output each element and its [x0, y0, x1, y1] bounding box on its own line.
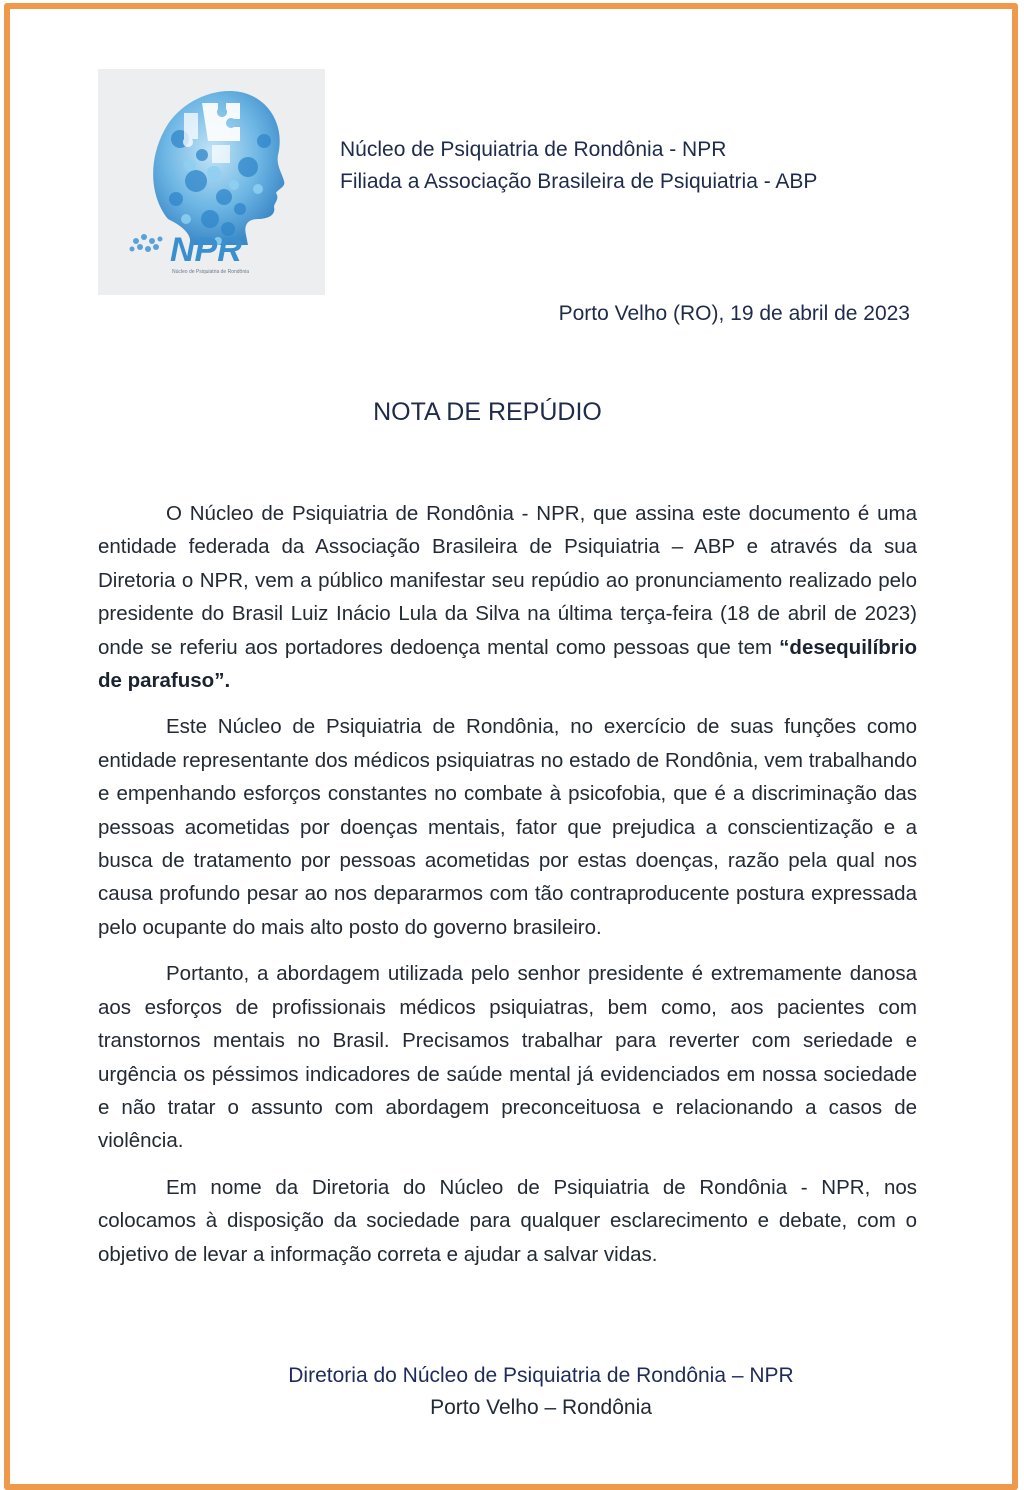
paragraph-4: Em nome da Diretoria do Núcleo de Psiquiatria de Rondônia - NPR, nos colocamos à disposição da sociedade para qualquer esclarecimento e debate, com o objetivo de levar a informação correta e ajudar a salvar vidas. [98, 1175, 917, 1266]
document-body [98, 497, 917, 1284]
letterhead [340, 134, 817, 198]
logo-text: NPR [170, 231, 242, 269]
head-puzzle-icon [98, 69, 325, 295]
signature-location: Porto Velho – Rondônia [430, 1396, 652, 1419]
npr-logo [98, 69, 325, 295]
signature-block [0, 1360, 1024, 1424]
paragraph-1 [98, 497, 917, 697]
paragraph-1-quote: “desequilíbrio de parafuso”. [98, 635, 917, 693]
header-affiliation: Filiada a Associação Brasileira de Psiquiatria - ABP [340, 170, 818, 193]
document-title: NOTA DE REPÚDIO [373, 398, 602, 426]
header-org-name: Núcleo de Psiquiatria de Rondônia - NPR [340, 138, 727, 161]
paragraph-3: Portanto, a abordagem utilizada pelo senhor presidente é extremamente danosa aos esforços de profissionais médicos psiquiatras, bem como, aos pacientes com transtornos mentais no Brasil. Precisamos trabalhar para reverter com seriedade e urgência os péssimos indicadores de saúde mental já evidenciados em nossa sociedade e não tratar o assunto com abordagem preconceituosa e relacionando a casos de violência. [98, 962, 917, 1153]
paragraph-2: Este Núcleo de Psiquiatria de Rondônia, no exercício de suas funções como entidade representante dos médicos psiquiatras no estado de Rondônia, vem trabalhando e empenhando esforços constantes no combate à psicofobia, que é a discriminação das pessoas acometidas por doenças mentais, fator que prejudica a conscientização e a busca de tratamento por pessoas acometidas por estas doenças, razão pela qual nos causa profundo pesar ao nos depararmos com tão contraproducente postura expressada pelo ocupante do mais alto posto do governo brasileiro. [98, 715, 917, 939]
logo-subtext: Núcleo de Psiquiatria de Rondônia [172, 269, 249, 275]
document-date: Porto Velho (RO), 19 de abril de 2023 [558, 302, 910, 325]
signature-org: Diretoria do Núcleo de Psiquiatria de Rondônia – NPR [288, 1364, 794, 1387]
paragraph-1-text: O Núcleo de Psiquiatria de Rondônia - NPR, que assina este documento é uma entidade federada da Associação Brasileira de Psiquiatria – ABP e através da sua Diretoria o NPR, vem a público manifestar seu repúdio ao pronunciamento realizado pelo presidente do Brasil Luiz Inácio Lula da Silva na última terça-feira (18 de abril de 2023) onde se referiu aos portadores dedoença mental como pessoas que tem [98, 502, 917, 659]
